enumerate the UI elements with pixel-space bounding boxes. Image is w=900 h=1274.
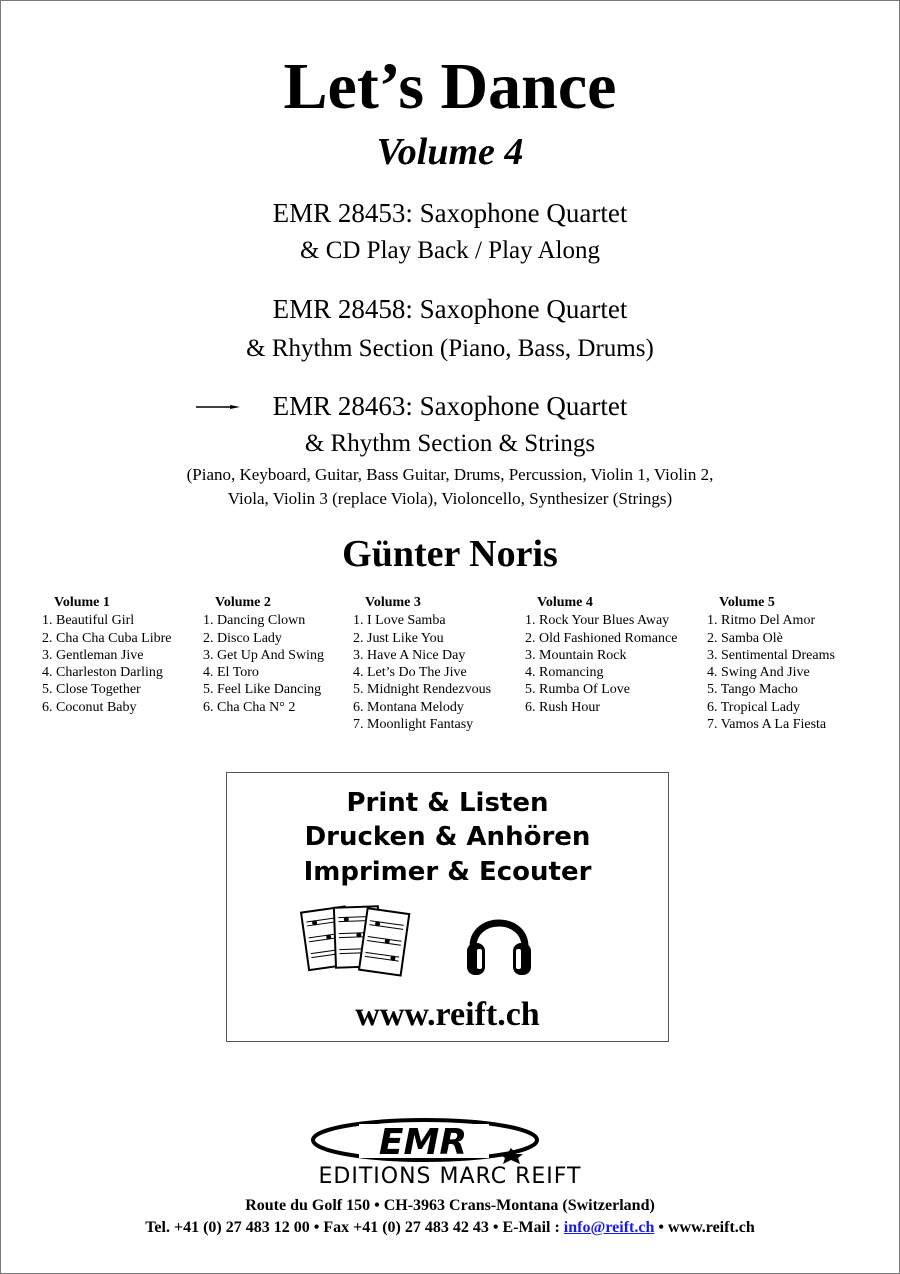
track-item: 3. Have A Nice Day: [353, 647, 466, 663]
edition-subtitle: & CD Play Back / Play Along: [300, 237, 600, 264]
track-item: 7. Moonlight Fantasy: [353, 717, 474, 733]
contact-phone-fax: Tel. +41 (0) 27 483 12 00 • Fax +41 (0) 27 483 42 43 • E-Mail :: [145, 1219, 564, 1236]
track-item: 4. El Toro: [203, 665, 259, 681]
print-and-listen-box: [226, 772, 669, 1042]
track-list: [525, 612, 677, 716]
track-item: 6. Rush Hour: [525, 699, 601, 715]
promo-line: Drucken & Anhören: [304, 822, 591, 852]
edition-title: EMR 28453: Saxophone Quartet: [272, 198, 628, 228]
track-item: 6. Tropical Lady: [707, 699, 800, 715]
publisher-address: Route du Golf 150 • CH-3963 Crans-Montana (Switzerland): [245, 1197, 655, 1214]
track-item: 1. Rock Your Blues Away: [525, 613, 670, 629]
track-item: 6. Montana Melody: [353, 699, 464, 715]
emr-logo: [305, 1110, 545, 1164]
track-item: 5. Feel Like Dancing: [203, 682, 322, 698]
track-item: 5. Close Together: [42, 682, 141, 698]
track-item: 6. Coconut Baby: [42, 699, 137, 715]
track-item: 1. Dancing Clown: [203, 613, 306, 629]
track-item: 4. Swing And Jive: [707, 665, 810, 681]
track-item: 4. Let’s Do The Jive: [353, 665, 467, 681]
track-item: 1. Ritmo Del Amor: [707, 613, 816, 629]
page-title: Let’s Dance: [283, 50, 617, 123]
track-item: 5. Midnight Rendezvous: [353, 682, 492, 698]
promo-website: www.reift.ch: [355, 996, 540, 1033]
promo-line: Print & Listen: [346, 788, 549, 818]
track-item: 2. Samba Olè: [707, 630, 783, 646]
volume-heading: Volume 4: [537, 595, 593, 610]
track-item: 1. I Love Samba: [353, 613, 446, 629]
track-item: 1. Beautiful Girl: [42, 613, 135, 629]
track-item: 2. Old Fashioned Romance: [525, 630, 678, 646]
track-item: 3. Mountain Rock: [525, 647, 627, 663]
track-item: 5. Tango Macho: [707, 682, 798, 698]
track-list: [203, 612, 324, 716]
track-item: 4. Romancing: [525, 665, 604, 681]
promo-line: Imprimer & Ecouter: [303, 857, 592, 887]
edition-title: EMR 28458: Saxophone Quartet: [272, 294, 628, 324]
track-item: 3. Get Up And Swing: [203, 647, 324, 663]
track-item: 2. Cha Cha Cuba Libre: [42, 630, 172, 646]
email-link[interactable]: info@reift.ch: [563, 1219, 655, 1236]
edition-instrumentation: (Piano, Keyboard, Guitar, Bass Guitar, Drums, Percussion, Violin 1, Violin 2,: [186, 465, 714, 484]
volume-column: [42, 594, 171, 716]
composer-name: Günter Noris: [342, 533, 558, 575]
volume-heading: Volume 3: [365, 595, 421, 610]
track-list: [42, 612, 171, 716]
page-subtitle: Volume 4: [376, 131, 524, 173]
publisher-name: EDITIONS MARC REIFT: [318, 1164, 582, 1189]
track-list: [707, 612, 835, 733]
track-item: 4. Charleston Darling: [42, 665, 163, 681]
edition-subtitle: & Rhythm Section & Strings: [304, 430, 596, 457]
volume-heading: Volume 2: [215, 595, 271, 610]
track-item: 2. Just Like You: [353, 630, 444, 646]
volume-heading: Volume 1: [54, 595, 110, 610]
volume-column: [525, 594, 677, 716]
logo-text: EMR: [378, 1122, 468, 1163]
edition-title-selected: EMR 28463: Saxophone Quartet: [272, 391, 628, 421]
track-item: 6. Cha Cha N° 2: [203, 699, 296, 715]
track-item: 2. Disco Lady: [203, 630, 282, 646]
track-item: 5. Rumba Of Love: [525, 682, 630, 698]
edition-instrumentation: Viola, Violin 3 (replace Viola), Violoncello, Synthesizer (Strings): [227, 489, 673, 508]
volume-column: [353, 594, 491, 733]
volume-column: [707, 594, 835, 733]
track-item: 3. Gentleman Jive: [42, 647, 144, 663]
track-item: 7. Vamos A La Fiesta: [707, 717, 827, 733]
track-list: [353, 612, 491, 733]
contact-website: • www.reift.ch: [654, 1219, 755, 1236]
headphones-icon: [463, 901, 535, 981]
volume-heading: Volume 5: [719, 595, 775, 610]
sheet-music-icon: [299, 899, 411, 981]
edition-subtitle: & Rhythm Section (Piano, Bass, Drums): [246, 335, 654, 362]
track-item: 3. Sentimental Dreams: [707, 647, 835, 663]
publisher-contact: [0, 1218, 900, 1238]
volume-column: [203, 594, 324, 716]
